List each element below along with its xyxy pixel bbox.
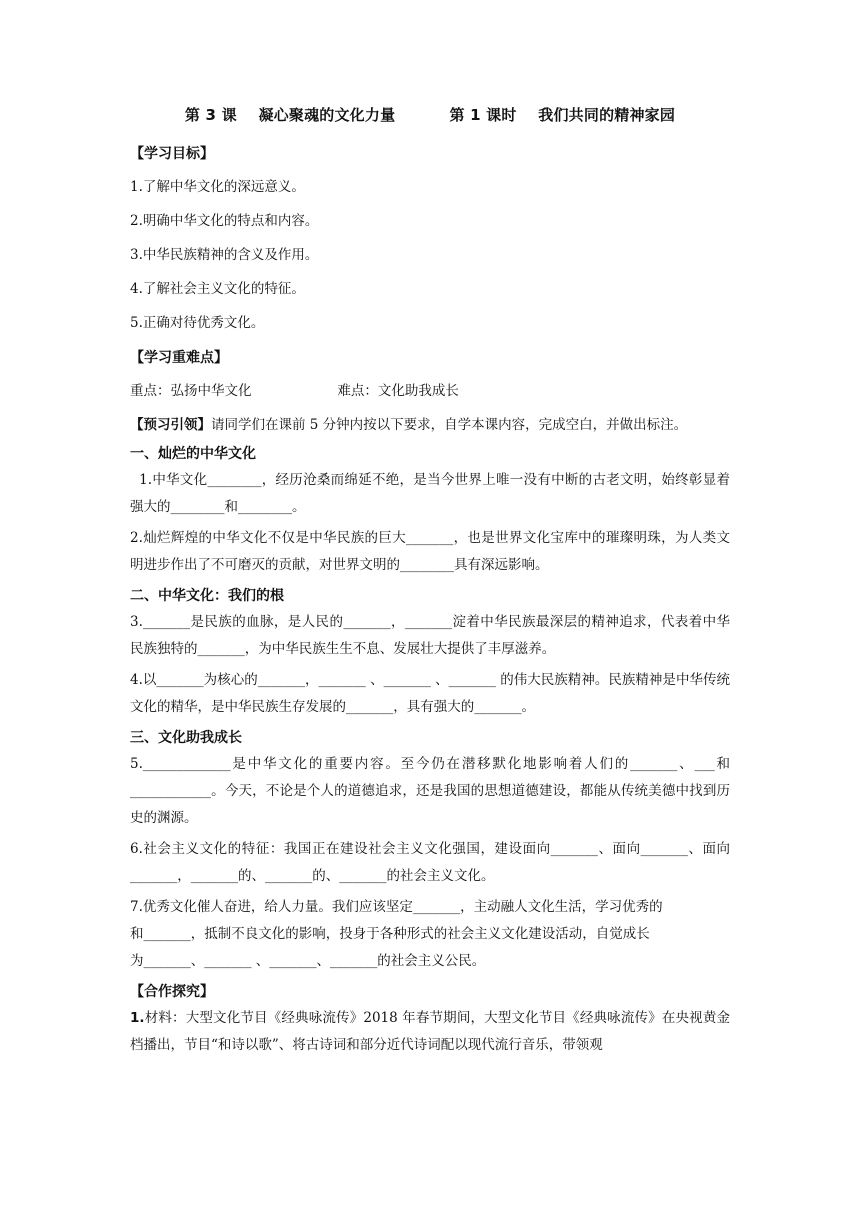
material-paragraph xyxy=(130,1005,730,1059)
cooperation-heading: 【合作探究】 xyxy=(130,984,214,1000)
fill-item-4: 4.以_______为核心的_______，_______ 、_______ 、_______ 的伟大民族精神。民族精神是中华传统文化的精华，是中华民族生存发展的_______，具有强大的_______。 xyxy=(130,672,730,715)
part1-heading: 一、灿烂的中华文化 xyxy=(130,446,256,462)
lesson-title: 第 3 课 凝心聚魂的文化力量 第 1 课时 我们共同的精神家园 xyxy=(184,106,676,124)
material-text: 材料：大型文化节目《经典咏流传》2018 年春节期间，大型文化节目《经典咏流传》在央视黄金档播出，节目“和诗以歌”、将古诗词和部分近代诗词配以现代流行音乐，带领观 xyxy=(130,1010,730,1053)
fill-item-7 xyxy=(130,894,730,975)
key-points-line: 重点：弘扬中华文化 难点：文化助我成长 xyxy=(130,383,459,399)
part3-heading: 三、文化助我成长 xyxy=(130,730,242,746)
goal-item: 5.正确对待优秀文化。 xyxy=(130,315,265,331)
key-points-heading: 【学习重难点】 xyxy=(130,350,228,366)
fill-item-7-line-3: 为_______、_______ 、_______、_______的社会主义公民。 xyxy=(130,953,486,969)
fill-item-3: 3._______是民族的血脉，是人民的_______，_______淀着中华民族最深层的精神追求，代表着中华民族独特的_______，为中华民族生生不息、发展壮大提供了丰厚滋养。 xyxy=(130,614,730,657)
goal-item: 1.了解中华文化的深远意义。 xyxy=(130,179,305,195)
preview-instruction xyxy=(130,415,730,435)
part2-heading: 二、中华文化：我们的根 xyxy=(130,588,284,604)
fill-item-2: 2.灿烂辉煌的中华文化不仅是中华民族的巨大_______，也是世界文化宝库中的璀璨明珠，为人类文明进步作出了不可磨灭的贡献，对世界文明的________具有深远影响。 xyxy=(130,530,730,573)
goal-item: 3.中华民族精神的含义及作用。 xyxy=(130,247,319,263)
fill-item-5: 5._____________是中华文化的重要内容。至今仍在潜移默化地影响着人们的_______、___和____________。今天，不论是个人的道德追求，还是我国的思想道德建设，都能从传统美德中找到历史的渊源。 xyxy=(130,756,730,826)
preview-label: 【预习引领】 xyxy=(130,417,211,433)
goal-item: 2.明确中华文化的特点和内容。 xyxy=(130,213,319,229)
goals-heading: 【学习目标】 xyxy=(130,146,214,162)
fill-item-6: 6.社会主义文化的特征：我国正在建设社会主义文化强国，建设面向_______、面向_______、面向_______，_______的、_______的、_______的社会主义文化。 xyxy=(130,841,730,884)
goal-item: 4.了解社会主义文化的特征。 xyxy=(130,281,305,297)
fill-item-1: 1.中华文化________，经历沧桑而绵延不绝，是当今世界上唯一没有中断的古老文明，始终彰显着强大的________和________。 xyxy=(130,472,730,515)
preview-text: 请同学们在课前 5 分钟内按以下要求，自学本课内容，完成空白，并做出标注。 xyxy=(211,417,688,433)
material-number: 1. xyxy=(130,1010,145,1026)
fill-item-7-line-2: 和_______，抵制不良文化的影响，投身于各种形式的社会主义文化建设活动，自觉成长 xyxy=(130,926,650,942)
fill-item-7-line-1: 7.优秀文化催人奋进，给人力量。我们应该坚定_______，主动融人文化生活，学习优秀的 xyxy=(130,899,663,915)
